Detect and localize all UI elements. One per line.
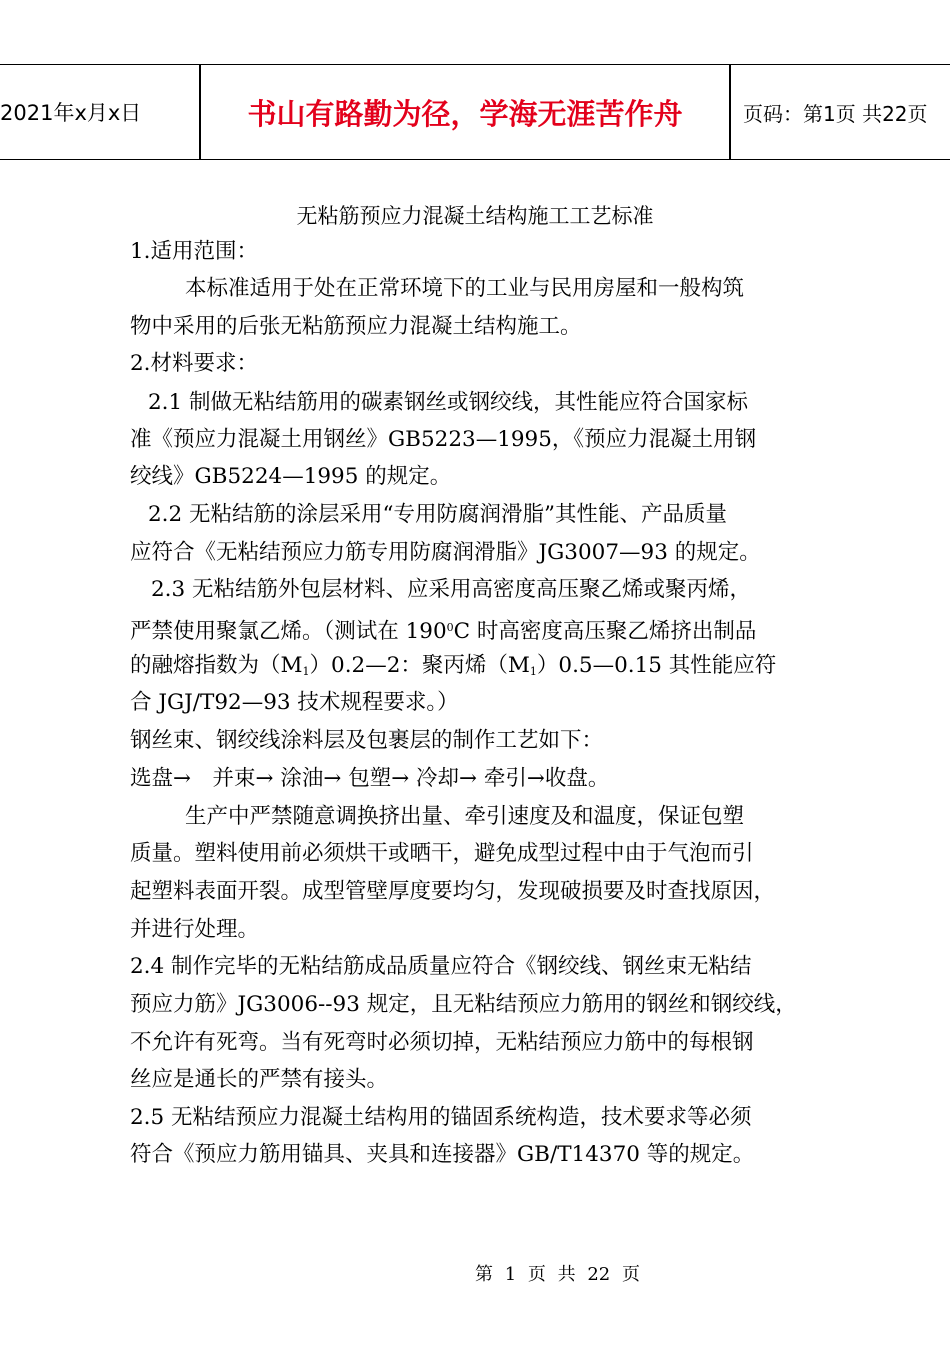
paragraph-line: 绞线》GB5224—1995 的规定。 xyxy=(130,464,452,489)
superscript: 0 xyxy=(446,621,454,634)
paragraph-line: 不允许有死弯。当有死弯时必须切掉，无粘结预应力筋中的每根钢 xyxy=(130,1030,754,1055)
paragraph-line xyxy=(130,614,756,646)
text-run: ）0.5—0.15 其性能应符 xyxy=(536,653,777,678)
header-page-label xyxy=(731,65,950,159)
paragraph-line: 2.1 制做无粘结筋用的碳素钢丝或钢绞线，其性能应符合国家标 xyxy=(148,390,749,415)
paragraph-line: 质量。塑料使用前必须烘干或晒干，避免成型过程中由于气泡而引 xyxy=(130,841,754,866)
text-run: 严禁使用聚氯乙烯。（测试在 190 xyxy=(130,619,447,644)
paragraph-line: 2.2 无粘结筋的涂层采用“专用防腐润滑脂”其性能、产品质量 xyxy=(148,502,728,527)
paragraph-line: 起塑料表面开裂。成型管壁厚度要均匀，发现破损要及时查找原因， xyxy=(130,879,776,904)
section-heading: 1.适用范围： xyxy=(130,239,259,264)
text-run: C 时高密度高压聚乙烯挤出制品 xyxy=(453,619,757,644)
paragraph-line: 丝应是通长的严禁有接头。 xyxy=(130,1067,389,1092)
paragraph-line: 并进行处理。 xyxy=(130,917,260,942)
header-date-text: 2021年x月x日 xyxy=(0,101,142,125)
header-motto: 书山有路勤为径，学海无涯苦作舟 xyxy=(247,96,683,131)
paragraph-line: 2.4 制作完毕的无粘结筋成品质量应符合《钢绞线、钢丝束无粘结 xyxy=(130,954,752,979)
paragraph-line: 物中采用的后张无粘筋预应力混凝土结构施工。 xyxy=(130,314,582,339)
paragraph-line: 2.3 无粘结筋外包层材料、应采用高密度高压聚乙烯或聚丙烯， xyxy=(151,577,752,602)
text-run: 的融熔指数为（M xyxy=(130,653,303,678)
page-header xyxy=(0,64,950,160)
header-page-text: 页码：第1页 共22页 xyxy=(743,101,928,126)
paragraph-line: 符合《预应力筋用锚具、夹具和连接器》GB/T14370 等的规定。 xyxy=(130,1142,755,1167)
process-flow-line: 选盘→ 并束→ 涂油→ 包塑→ 冷却→ 牵引→收盘。 xyxy=(130,766,610,791)
section-heading: 2.材料要求： xyxy=(130,351,259,376)
paragraph-line: 钢丝束、钢绞线涂料层及包裹层的制作工艺如下： xyxy=(130,728,604,753)
document-title: 无粘筋预应力混凝土结构施工工艺标准 xyxy=(296,204,654,228)
paragraph-line: 预应力筋》JG3006--93 规定，且无粘结预应力筋用的钢丝和钢绞线， xyxy=(130,992,797,1017)
subscript: 1 xyxy=(302,665,310,678)
header-date xyxy=(0,65,200,159)
subscript: 1 xyxy=(529,665,537,678)
paragraph-line: 2.5 无粘结预应力混凝土结构用的锚固系统构造，技术要求等必须 xyxy=(130,1105,752,1130)
paragraph-line: 生产中严禁随意调换挤出量、牵引速度及和温度，保证包塑 xyxy=(185,804,745,829)
paragraph-line xyxy=(130,652,776,686)
paragraph-line: 本标准适用于处在正常环境下的工业与民用房屋和一般构筑 xyxy=(185,276,745,301)
text-run: ）0.2—2：聚丙烯（M xyxy=(309,653,530,678)
paragraph-line: 合 JGJ/T92—93 技术规程要求。） xyxy=(130,690,459,715)
page-footer: 第 1 页 共 22 页 xyxy=(475,1264,640,1285)
paragraph-line: 应符合《无粘结预应力筋专用防腐润滑脂》JG3007—93 的规定。 xyxy=(130,540,761,565)
paragraph-line: 准《预应力混凝土用钢丝》GB5223—1995，《预应力混凝土用钢 xyxy=(130,427,757,452)
